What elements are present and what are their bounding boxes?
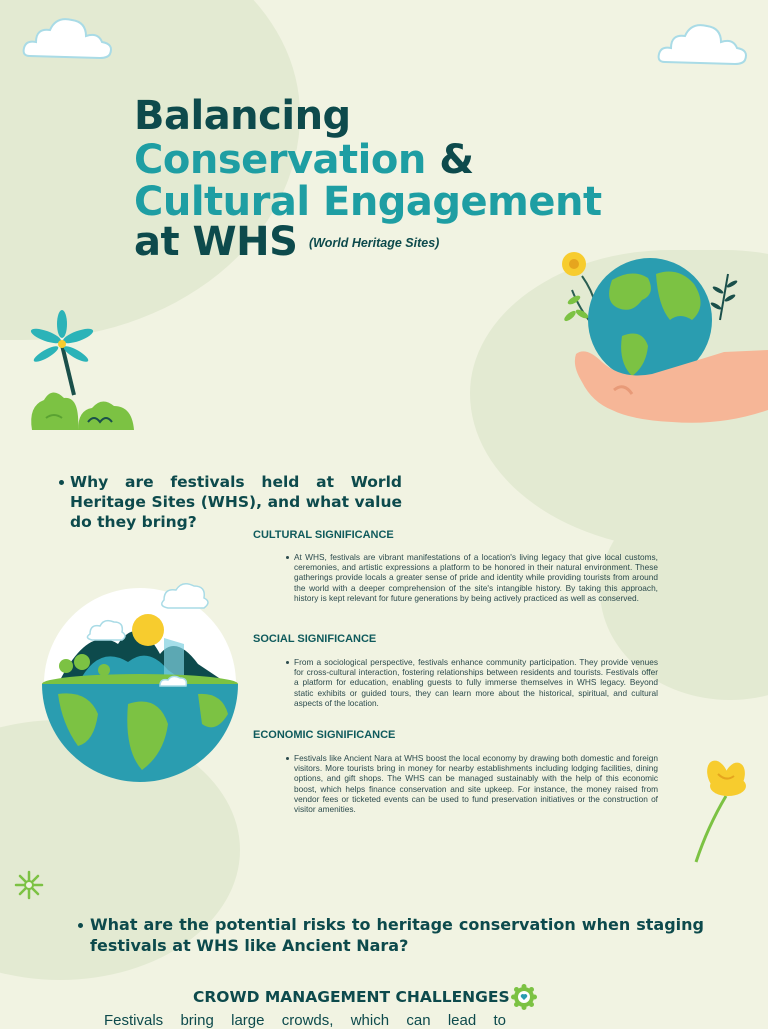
question-2 [90, 914, 704, 956]
crowd-text: Festivals bring large crowds, which can lead to [104, 1012, 506, 1029]
section-heading-cultural: CULTURAL SIGNIFICANCE [253, 529, 394, 541]
title-subtitle: (World Heritage Sites) [309, 236, 440, 250]
section-heading-social: SOCIAL SIGNIFICANCE [253, 633, 377, 645]
title-line-3: Cultural Engagement [134, 179, 602, 225]
bullet-dot [78, 923, 83, 928]
crowd-heading: CROWD MANAGEMENT CHALLENGES [193, 988, 510, 1006]
bullet-dot [286, 556, 289, 559]
bush-icon [31, 392, 134, 430]
section-text-cultural: At WHS, festivals are vibrant manifestations of a location's living legacy that give local customs, ceremonies, and artistic expressions a platform to be honored in their natural environment. These gatherings provide locals a greater sense of pride and identity while providing tourists from around the world with a deeper comprehension of the site's intangible history. By taking this approach, history is kept relevant for future generations by being actively practiced as well as conserved. [294, 552, 658, 603]
badge-icon [511, 984, 537, 1010]
yellow-flower-icon [688, 756, 758, 864]
title-conservation: Conservation [134, 137, 426, 183]
earth-landscape-icon [38, 574, 242, 786]
title-line-1: Balancing [134, 93, 351, 139]
title-line-2 [134, 137, 474, 183]
section-text-economic: Festivals like Ancient Nara at WHS boost the local economy by drawing both domestic and foreign visitors. More tourists bring in money for nearby establishments including lodging facilities, dining options, and gift shops. The WHS can be managed sustainably with the help of this economic boost, which helps finance conservation and site upkeep. For instance, the money raised from vendor fees or ticketed events can be used to fund preservation initiatives or the construction of visitor amenities. [294, 753, 658, 815]
bullet-dot [286, 757, 289, 760]
question-1 [58, 472, 402, 532]
sparkle-icon [14, 870, 44, 900]
cloud-icon [20, 12, 116, 64]
question-2-text: What are the potential risks to heritage conservation when staging festivals at WHS like Ancient Nara? [90, 915, 704, 955]
section-text-social: From a sociological perspective, festivals enhance community participation. They provide venues for cross-cultural interaction, fostering relationships between residents and tourists. Festivals offer a platform for education, enabling guests to fully immerse themselves in WHS legacy. Beyond static exhibits or guided tours, they can learn more about the historical, spiritual, and cultural aspects of the location. [294, 657, 658, 708]
title-line-4: at WHS [134, 219, 298, 265]
question-1-text: Why are festivals held at World Heritage Sites (WHS), and what value do they bring? [70, 473, 402, 531]
bullet-dot [286, 661, 289, 664]
bullet-dot [59, 480, 64, 485]
title-ampersand: & [439, 137, 474, 183]
palm-tree-icon [22, 310, 142, 435]
globe-in-hand-icon [552, 250, 768, 430]
cloud-icon [655, 16, 751, 70]
section-heading-economic: ECONOMIC SIGNIFICANCE [253, 729, 396, 741]
